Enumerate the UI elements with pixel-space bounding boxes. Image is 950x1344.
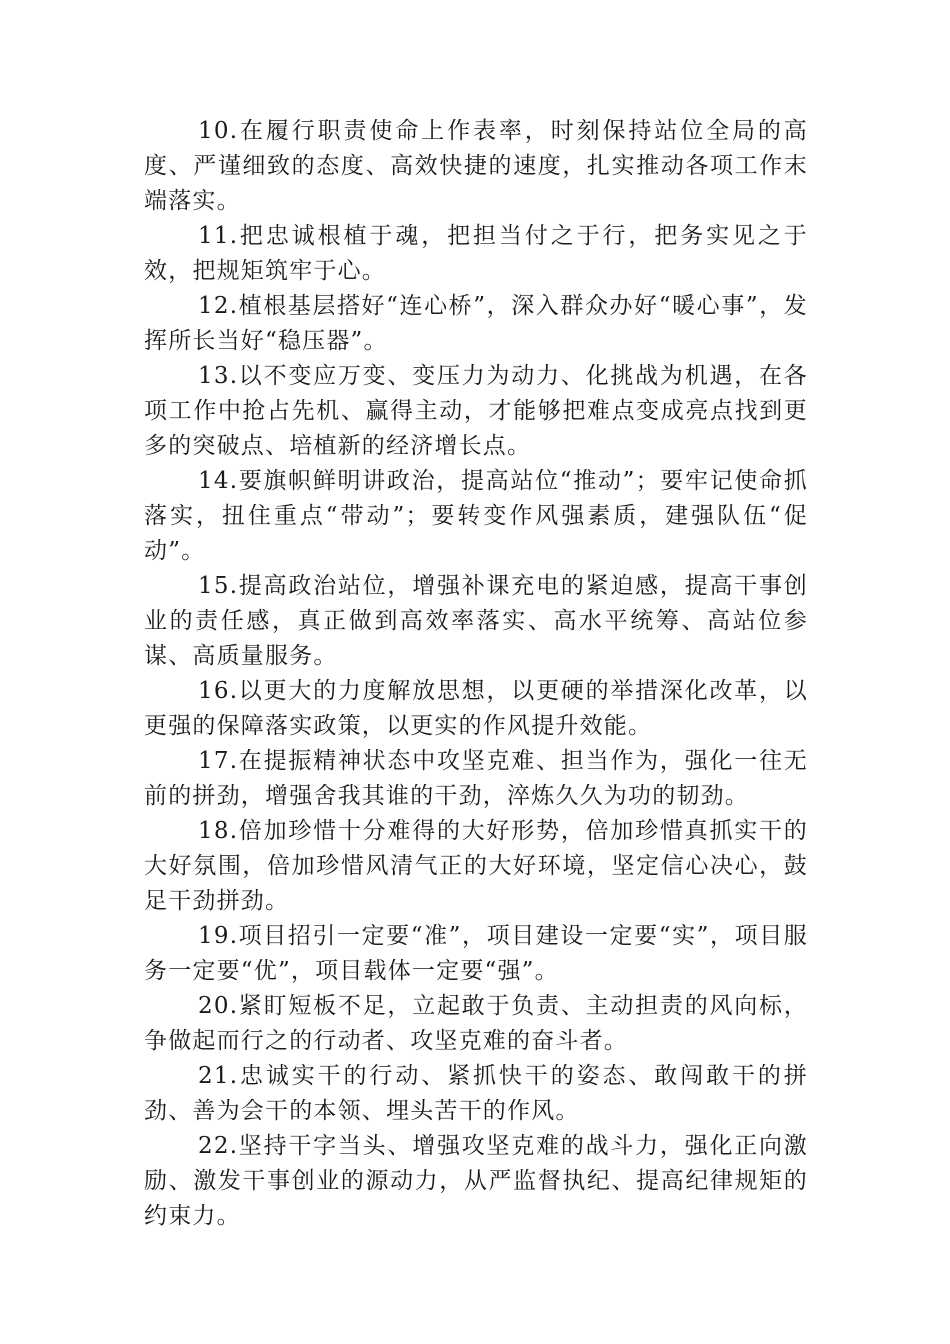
paragraph-14: 14.要旗帜鲜明讲政治，提高站位“推动”；要牢记使命抓落实，扭住重点“带动”；要转变作风强素质，建强队伍“促动”。 [144,468,808,564]
paragraph-13: 13.以不变应万变、变压力为动力、化挑战为机遇，在各项工作中抢占先机、赢得主动，才能够把难点变成亮点找到更多的突破点、培植新的经济增长点。 [144,363,808,459]
paragraph-21: 21.忠诚实干的行动、紧抓快干的姿态、敢闯敢干的拼劲、善为会干的本领、埋头苦干的作风。 [144,1063,808,1124]
paragraph-16: 16.以更大的力度解放思想，以更硬的举措深化改革，以更强的保障落实政策，以更实的作风提升效能。 [144,678,808,739]
paragraph-10: 10.在履行职责使命上作表率，时刻保持站位全局的高度、严谨细致的态度、高效快捷的速度，扎实推动各项工作末端落实。 [144,118,808,214]
paragraph-11: 11.把忠诚根植于魂，把担当付之于行，把务实见之于效，把规矩筑牢于心。 [144,223,808,284]
paragraph-15: 15.提高政治站位，增强补课充电的紧迫感，提高干事创业的责任感，真正做到高效率落实、高水平统筹、高站位参谋、高质量服务。 [144,573,808,669]
paragraph-12: 12.植根基层搭好“连心桥”，深入群众办好“暖心事”，发挥所长当好“稳压器”。 [144,293,808,354]
paragraph-17: 17.在提振精神状态中攻坚克难、担当作为，强化一往无前的拼劲，增强舍我其谁的干劲，淬炼久久为功的韧劲。 [144,748,808,809]
paragraph-18: 18.倍加珍惜十分难得的大好形势，倍加珍惜真抓实干的大好氛围，倍加珍惜风清气正的大好环境，坚定信心决心，鼓足干劲拼劲。 [144,818,808,914]
paragraph-20: 20.紧盯短板不足，立起敢于负责、主动担责的风向标，争做起而行之的行动者、攻坚克难的奋斗者。 [144,993,808,1054]
paragraph-19: 19.项目招引一定要“准”，项目建设一定要“实”，项目服务一定要“优”，项目载体一定要“强”。 [144,923,808,984]
paragraph-22: 22.坚持干字当头、增强攻坚克难的战斗力，强化正向激励、激发干事创业的源动力，从严监督执纪、提高纪律规矩的约束力。 [144,1133,808,1229]
document-body [144,114,808,1234]
